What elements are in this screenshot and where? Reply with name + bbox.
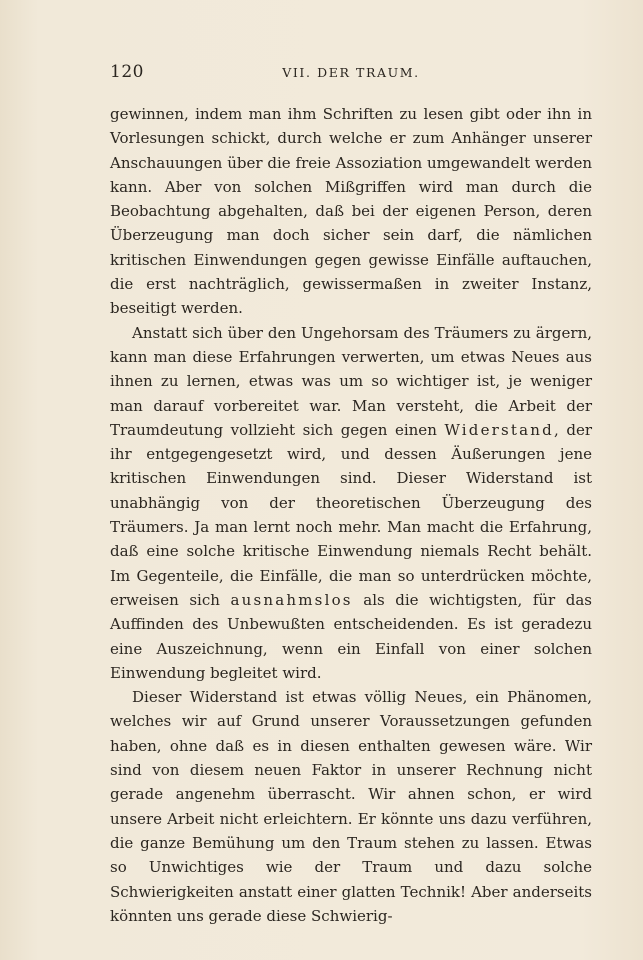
paragraph-2 <box>110 321 592 685</box>
running-head <box>110 62 592 86</box>
emphasis-ausnahmslos: ausnahmslos <box>230 590 353 609</box>
paragraph-text: Anstatt sich über den Ungehorsam des Träumers zu ärgern, kann man diese Erfahrungen verwerten, um etwas Neues aus ihnen zu lernen, etwas was um so wichtiger ist, je weniger man darauf vorbereitet war. Man versteht, die Arbeit der Traumdeutung vollzieht sich gegen einen <box>110 323 592 439</box>
paragraph-text: Dieser Widerstand ist etwas völlig Neues, ein Phänomen, welches wir auf Grund unserer Voraussetzungen gefunden haben, ohne daß es in diesen enthalten gewesen wäre. Wir sind von diesem neuen Faktor in unserer Rechnung nicht gerade angenehm überrascht. Wir ahnen schon, er wird unsere Arbeit nicht erleichtern. Er könnte uns dazu verführen, die ganze Bemühung um den Traum stehen zu lassen. Etwas so Unwichtiges wie der Traum und dazu solche Schwierigkeiten anstatt einer glatten Technik! Aber anderseits könnten uns gerade diese Schwierig- <box>110 688 592 925</box>
paragraph-text: als die wichtigsten, für das Auffinden des Unbewußten entscheidenden. Es ist geradezu eine Auszeichnung, wenn ein Einfall von einer solchen Einwendung begleitet wird. <box>110 590 593 682</box>
paragraph-text: gewinnen, indem man ihm Schriften zu lesen gibt oder ihn in Vorlesungen schickt, durch welche er zum Anhänger unserer Anschauungen über die freie Assoziation umgewandelt werden kann. Aber von solchen Mißgriffen wird man durch die Beobachtung abgehalten, daß bei der eigenen Person, deren Überzeugung man doch sicher sein darf, die nämlichen kritischen Einwendungen gegen gewisse Einfälle auftauchen, die erst nachträglich, gewissermaßen in zweiter Instanz, beseitigt werden. <box>110 105 592 318</box>
page-number: 120 <box>110 62 144 82</box>
emphasis-widerstand: Widerstand <box>444 420 554 439</box>
chapter-title: VII. DER TRAUM. <box>282 65 420 80</box>
paragraph-3 <box>110 685 592 928</box>
paragraph-1 <box>110 102 592 321</box>
body-text <box>110 102 592 928</box>
paragraph-text: , der ihr entgegengesetzt wird, und dessen Äußerungen jene kritischen Einwendungen sind. Dieser Widerstand ist unabhängig von der theoretischen Überzeugung des Träumers. Ja man lernt noch mehr. Man macht die Erfahrung, daß eine solche kritische Einwendung niemals Recht behält. Im Gegenteile, die Einfälle, die man so unterdrücken möchte, erweisen sich <box>110 420 592 609</box>
